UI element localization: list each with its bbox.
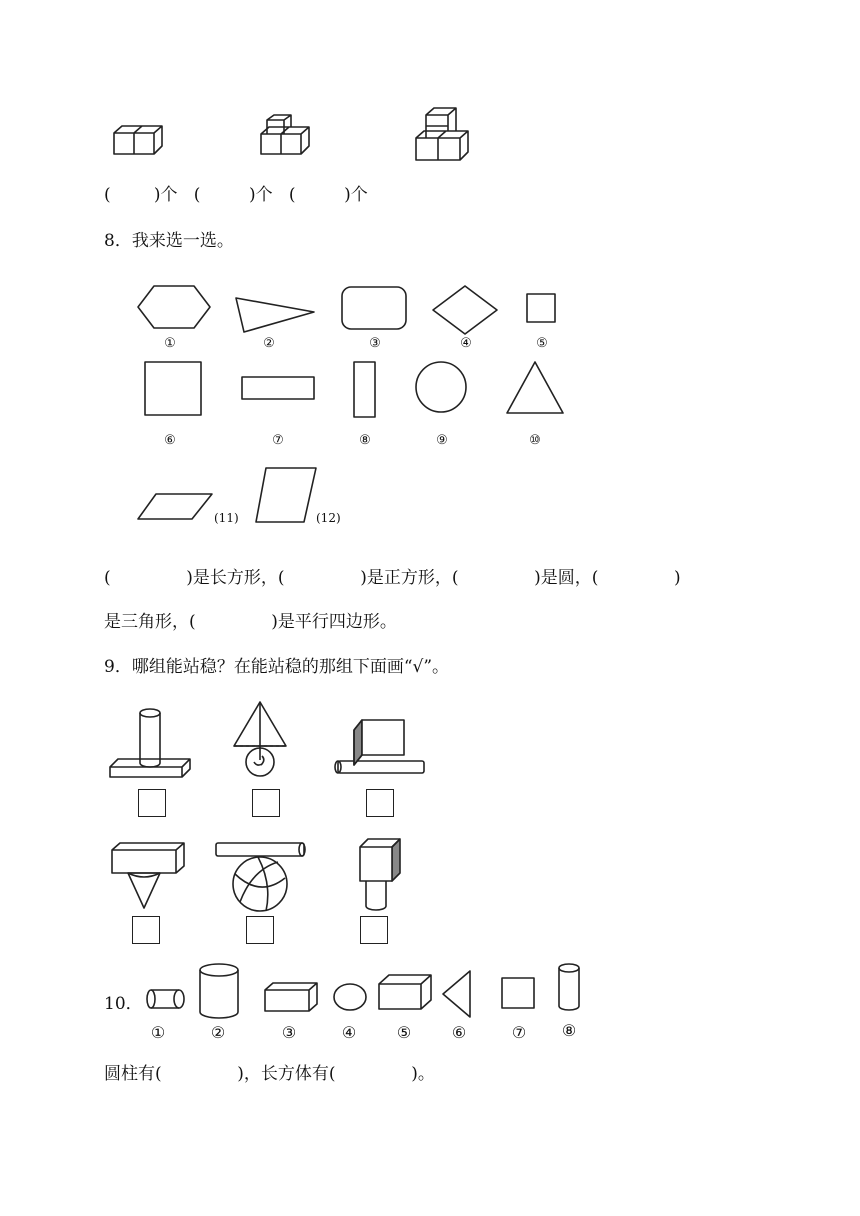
- triangle-shape: [505, 360, 567, 416]
- tall-cylinder-figure: [557, 962, 583, 1014]
- parallelogram-shape-11: [136, 492, 216, 522]
- shape-label-1: ①: [164, 336, 176, 351]
- stable-check-box-3[interactable]: [366, 789, 394, 817]
- stable-check-box-6[interactable]: [360, 916, 388, 944]
- cone-on-ball-figure: [228, 700, 292, 780]
- large-cylinder-figure: [198, 962, 242, 1020]
- square-figure: [500, 976, 536, 1010]
- stable-check-box-1[interactable]: [138, 789, 166, 817]
- solid-label-4: ④: [341, 1023, 357, 1042]
- obtuse-triangle-shape: [234, 294, 318, 336]
- shape-label-11: (11): [214, 511, 239, 525]
- rounded-rectangle-shape: [340, 285, 410, 331]
- shape-label-2: ②: [263, 336, 275, 351]
- solid-label-5: ⑤: [396, 1023, 412, 1042]
- large-square-shape: [143, 360, 205, 418]
- solid-label-2: ②: [210, 1023, 226, 1042]
- cube-stack-figure-1: [108, 122, 168, 162]
- flat-circle-figure: [332, 982, 370, 1014]
- stable-check-box-2[interactable]: [252, 789, 280, 817]
- shape-label-5: ⑤: [536, 336, 548, 351]
- q10-answer: 圆柱有( )，长方体有( )。: [104, 1064, 435, 1084]
- cube-stack-figure-3: [412, 105, 474, 163]
- horizontal-rectangle-shape: [240, 375, 316, 403]
- q8-answer-line-1: ( )是长方形，( )是正方形，( )是圆，( ): [104, 568, 681, 588]
- shape-label-3: ③: [369, 336, 381, 351]
- rod-on-ball-figure: [212, 840, 308, 916]
- stable-check-box-5[interactable]: [246, 916, 274, 944]
- solid-label-7: ⑦: [511, 1023, 527, 1042]
- solid-label-3: ③: [281, 1023, 297, 1042]
- q8-title: 8．我来选一选。: [104, 231, 234, 251]
- circle-shape: [414, 360, 470, 416]
- rhombus-shape: [431, 284, 501, 336]
- cube-on-rod-figure: [334, 716, 428, 778]
- cylinder-on-slab-figure: [108, 705, 194, 777]
- box-on-cone-figure: [108, 840, 188, 912]
- shape-label-8: ⑧: [359, 433, 371, 448]
- solid-label-6: ⑥: [451, 1023, 467, 1042]
- vertical-rectangle-shape: [352, 360, 378, 420]
- q9-title: 9．哪组能站稳？在能站稳的那组下面画“√”。: [104, 657, 450, 677]
- solid-label-8: ⑧: [561, 1021, 577, 1040]
- shape-label-7: ⑦: [272, 433, 284, 448]
- shape-label-9: ⑨: [436, 433, 448, 448]
- shape-label-4: ④: [460, 336, 472, 351]
- small-cylinder-lying-figure: [145, 987, 187, 1011]
- triangle-figure: [440, 968, 474, 1020]
- cube-stack-figure-2: [255, 118, 315, 162]
- q8-answer-line-2: 是三角形，( )是平行四边形。: [104, 612, 397, 632]
- cuboid-figure-3: [262, 980, 320, 1014]
- cuboid-figure-5: [376, 972, 434, 1012]
- solid-label-1: ①: [150, 1023, 166, 1042]
- shape-label-10: ⑩: [529, 433, 541, 448]
- shape-label-12: (12): [316, 511, 341, 525]
- cube-on-cylinder-figure: [356, 836, 408, 912]
- stable-check-box-4[interactable]: [132, 916, 160, 944]
- q7-answer-row: ( )个 ( )个 ( )个: [104, 185, 368, 205]
- q10-number: 10．: [104, 994, 143, 1014]
- hexagon-shape: [136, 284, 212, 332]
- parallelogram-shape-12: [254, 466, 318, 526]
- shape-label-6: ⑥: [164, 433, 176, 448]
- small-square-shape: [525, 292, 559, 324]
